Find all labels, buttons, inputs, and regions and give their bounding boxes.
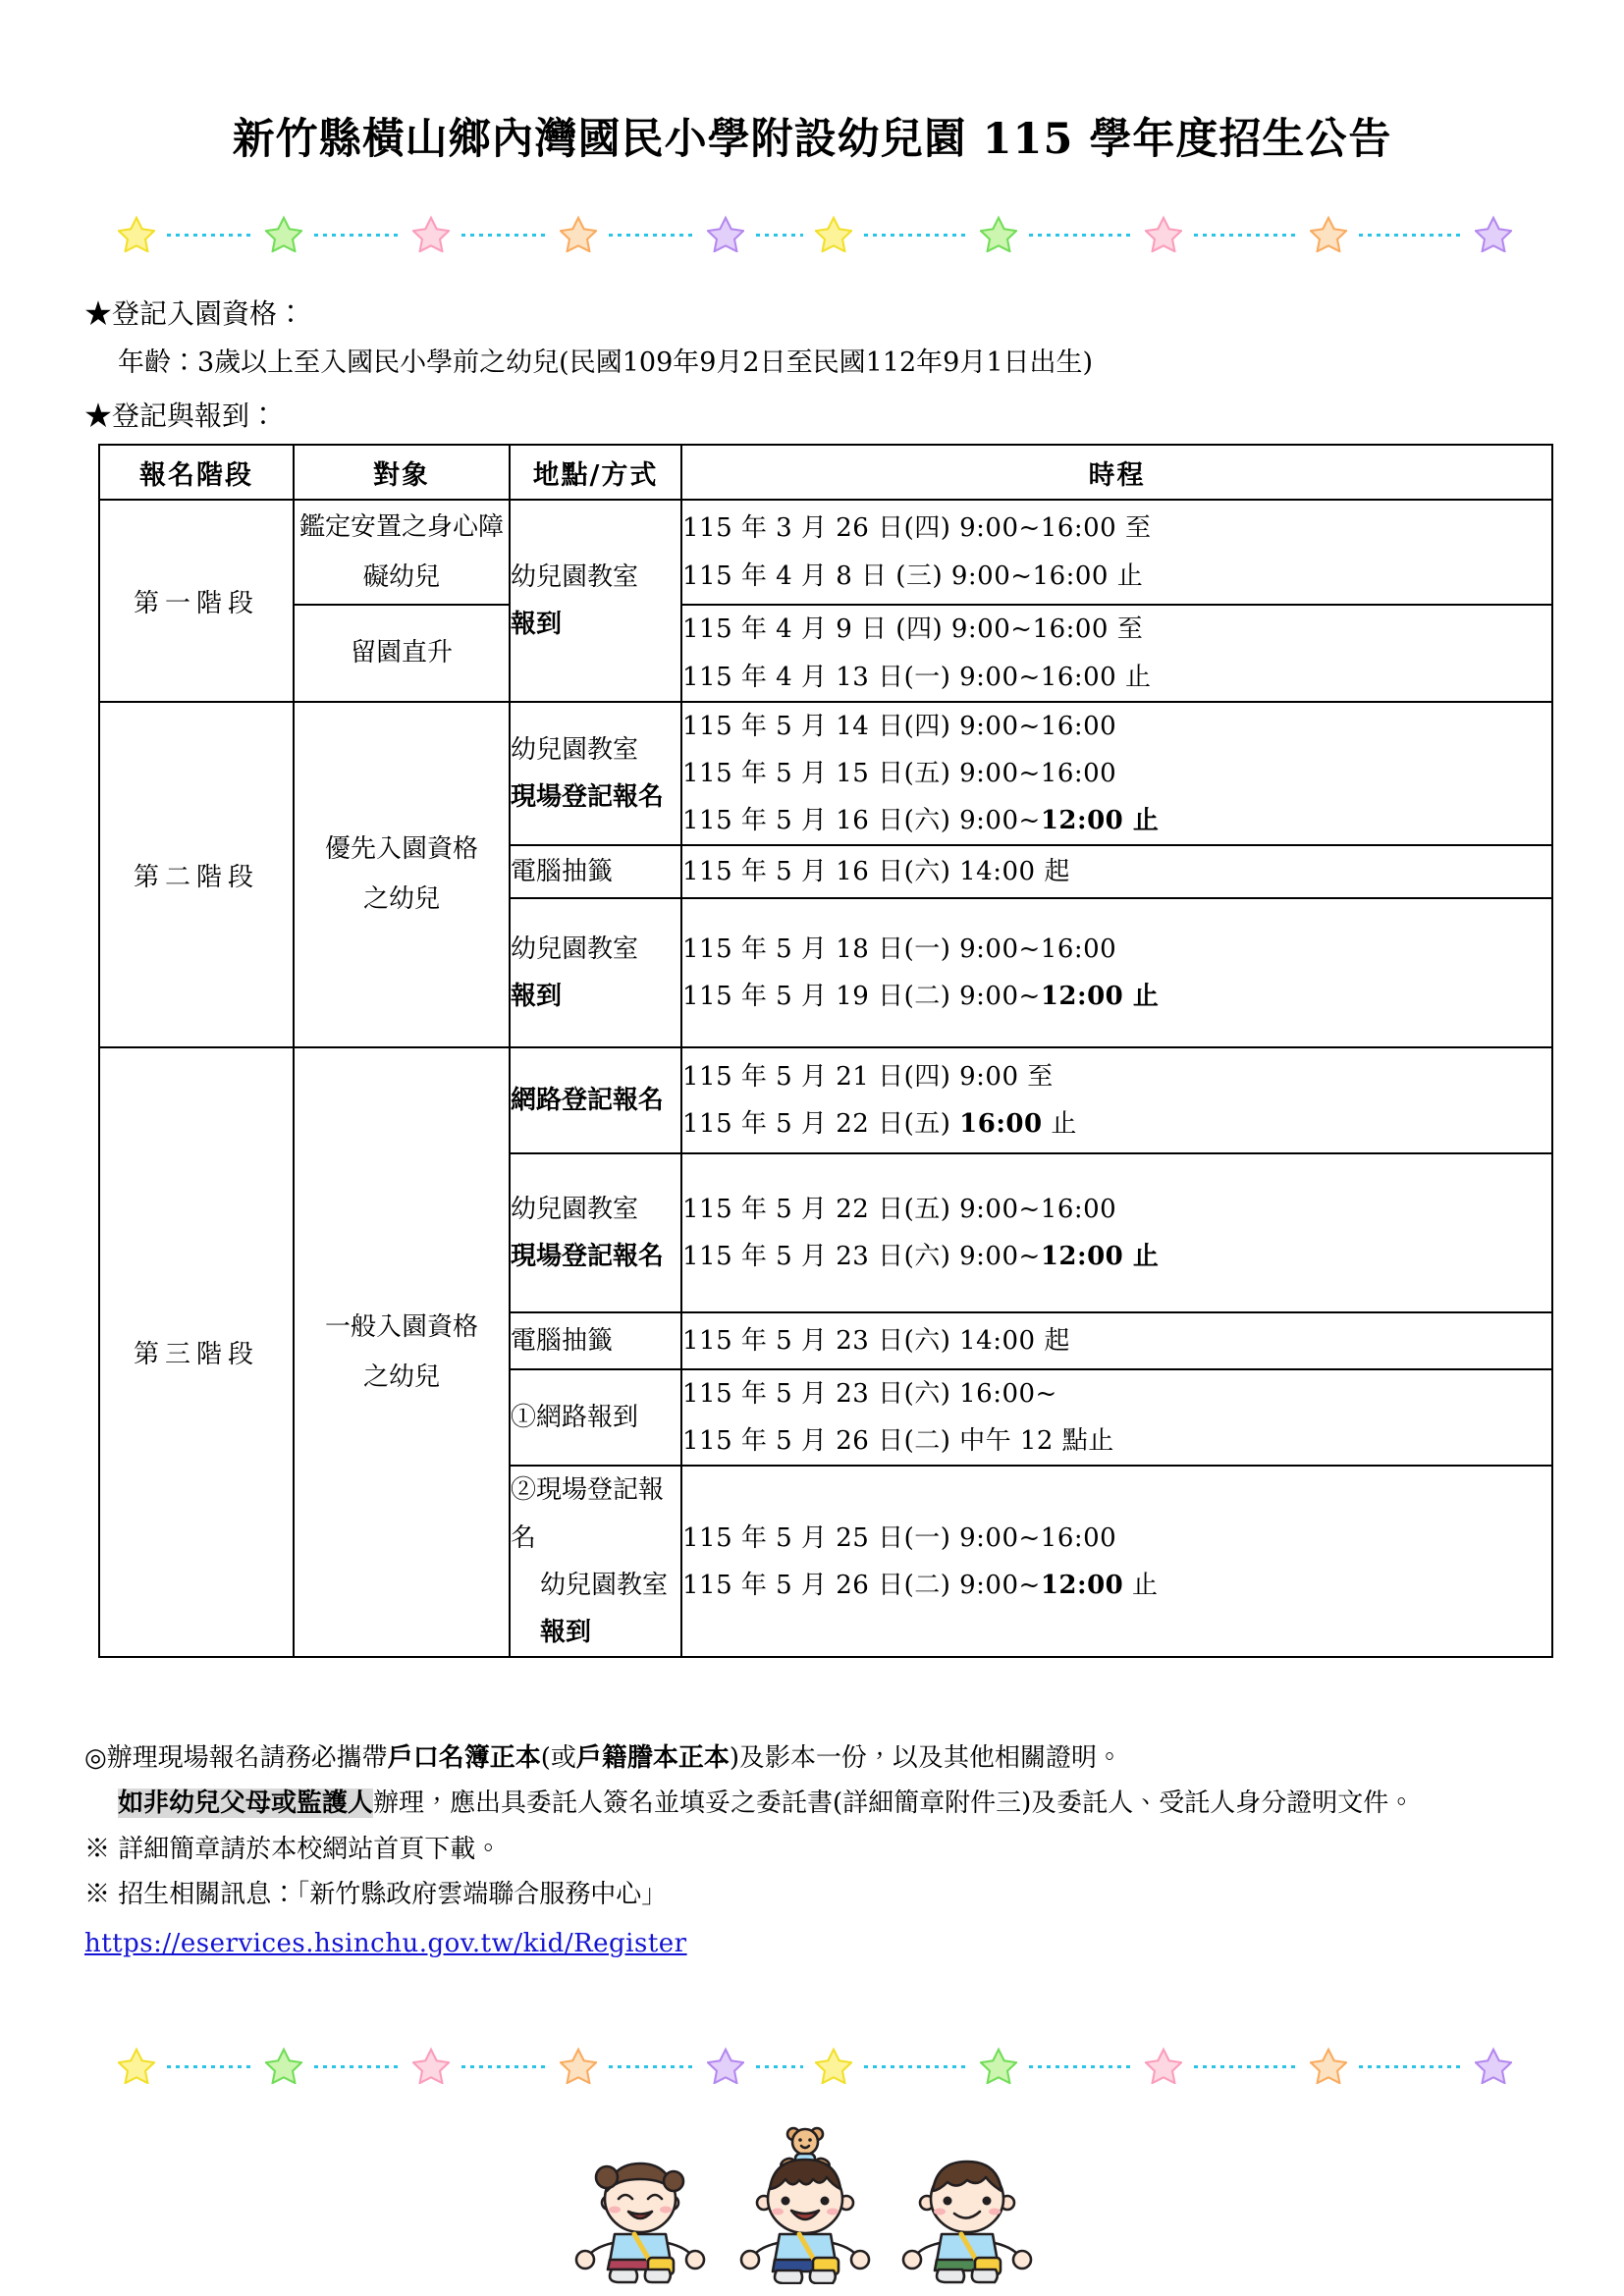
time-line: 115 年 4 月 9 日 (四) 9:00~16:00 至 <box>682 614 1144 645</box>
place-stage3-row1 <box>510 1047 681 1153</box>
note-proxy-rest: 辦理，應出具委託人簽名並填妥之委託書(詳細簡章附件三)及委託人、受託人身分證明文件。 <box>373 1789 1415 1819</box>
child-right <box>903 2162 1031 2282</box>
place-stage2-row3 <box>510 898 681 1047</box>
star-icon-pink <box>412 2047 450 2084</box>
target-line: 一般入園資格 <box>324 1311 478 1342</box>
note-documents-mid: (或 <box>540 1743 576 1773</box>
stage-label-1: 第一階段 <box>99 500 294 702</box>
place-line-bold: 網路登記報名 <box>511 1086 665 1116</box>
children-illustration-svg <box>550 2112 1080 2284</box>
column-header-time: 時程 <box>681 445 1552 500</box>
dotted-line <box>750 2058 809 2072</box>
time-stage2-row3 <box>681 898 1552 1047</box>
dotted-line <box>750 227 809 240</box>
page-title: 新竹縣橫山鄉內灣國民小學附設幼兒園 115 學年度招生公告 <box>232 115 1392 164</box>
time-stage3-row4 <box>681 1369 1552 1466</box>
note-documents-bold-2: 戶籍謄本正本 <box>575 1743 730 1773</box>
time-stage3-row3: 115 年 5 月 23 日(六) 14:00 起 <box>681 1312 1552 1369</box>
time-stage1-row2 <box>681 605 1552 702</box>
place-stage3-row3: 電腦抽籤 <box>510 1312 681 1369</box>
dotted-line <box>1188 2058 1304 2072</box>
time-line: 115 年 5 月 19 日(二) 9:00~12:00 止 <box>682 982 1160 1012</box>
target-stage1-a <box>294 500 510 605</box>
schedule-table-wrapper <box>98 444 1551 1658</box>
star-group <box>815 2047 1512 2084</box>
column-header-stage: 報名階段 <box>99 445 294 500</box>
time-line: 115 年 5 月 15 日(五) 9:00~16:00 <box>682 759 1117 789</box>
stage-label-3: 第三階段 <box>99 1047 294 1657</box>
place-line-plain: ②現場登記報名 <box>511 1475 665 1553</box>
registration-link[interactable]: https://eservices.hsinchu.gov.tw/kid/Register <box>84 1929 687 1959</box>
table-row <box>99 605 1552 702</box>
time-line: 115 年 5 月 26 日(二) 中午 12 點止 <box>682 1426 1114 1457</box>
column-header-target: 對象 <box>294 445 510 500</box>
star-icon-pink <box>412 215 450 252</box>
place-line-bold: 現場登記報名 <box>511 1242 665 1272</box>
dotted-line <box>1023 2058 1139 2072</box>
target-stage1-b <box>294 605 510 702</box>
time-line: 115 年 5 月 22 日(五) 16:00 止 <box>682 1109 1077 1140</box>
note-info-center: ※ 招生相關訊息：「新竹縣政府雲端聯合服務中心」 <box>84 1879 668 1909</box>
note-brochure: ※ 詳細簡章請於本校網站首頁下載。 <box>84 1834 502 1864</box>
target-line: 鑑定安置之身心障礙幼兒 <box>298 511 504 592</box>
time-line: 115 年 5 月 21 日(四) 9:00 至 <box>682 1062 1054 1093</box>
time-stage2-row2: 115 年 5 月 16 日(六) 14:00 起 <box>681 845 1552 898</box>
star-icon-purple <box>1475 2047 1512 2084</box>
place-stage2-row1 <box>510 702 681 845</box>
note-documents-bold-1: 戶口名簿正本 <box>387 1743 541 1773</box>
time-line: 115 年 5 月 22 日(五) 9:00~16:00 <box>682 1195 1117 1225</box>
time-line: 115 年 4 月 13 日(一) 9:00~16:00 止 <box>682 662 1152 692</box>
time-line: 115 年 5 月 23 日(六) 16:00~ <box>682 1379 1057 1410</box>
dotted-line <box>1353 2058 1469 2072</box>
note-proxy-highlight: 如非幼兒父母或監護人 <box>118 1789 374 1819</box>
place-stage3-row2 <box>510 1153 681 1312</box>
time-line: 115 年 5 月 14 日(四) 9:00~16:00 <box>682 712 1117 741</box>
time-stage1-row1 <box>681 500 1552 605</box>
children-illustration <box>550 2112 1080 2284</box>
dotted-line <box>161 2058 259 2072</box>
star-icon-orange <box>560 2047 597 2084</box>
target-line: 之幼兒 <box>362 1362 440 1392</box>
star-icon-yellow <box>815 2047 852 2084</box>
note-documents <box>84 1735 1557 1781</box>
dotted-line <box>858 2058 974 2072</box>
star-icon-orange <box>1310 2047 1347 2084</box>
star-divider-top <box>118 208 1512 259</box>
note-link-line <box>84 1921 1557 1966</box>
place-line-indent: 幼兒園教室報到 <box>540 1570 669 1647</box>
star-group <box>815 215 1512 252</box>
target-stage3 <box>294 1047 510 1657</box>
dotted-line <box>161 227 259 240</box>
place-stage3-row4: ①網路報到 <box>510 1369 681 1466</box>
table-row <box>99 1047 1552 1153</box>
dotted-line <box>858 227 974 240</box>
time-stage3-row2 <box>681 1153 1552 1312</box>
star-icon-orange <box>1310 215 1347 252</box>
place-stage3-row5 <box>510 1466 681 1656</box>
dotted-line <box>603 227 701 240</box>
dotted-line <box>456 227 554 240</box>
dotted-line <box>1188 227 1304 240</box>
note-documents-post: )及影本一份，以及其他相關證明。 <box>729 1743 1123 1773</box>
eligibility-heading: ★登記入園資格： <box>84 297 305 330</box>
star-group <box>118 2047 815 2084</box>
place-line-plain: 幼兒園教室 <box>511 934 639 965</box>
note-documents-pre: ◎辦理現場報名請務必攜帶 <box>84 1743 388 1773</box>
time-line: 115 年 5 月 25 日(一) 9:00~16:00 <box>682 1522 1117 1553</box>
dotted-line <box>456 2058 554 2072</box>
star-icon-yellow <box>815 215 852 252</box>
place-stage1 <box>510 500 681 702</box>
star-icon-green <box>265 215 302 252</box>
star-icon-green <box>980 2047 1017 2084</box>
star-icon-pink <box>1145 215 1182 252</box>
time-stage3-row1 <box>681 1047 1552 1153</box>
column-header-place: 地點/方式 <box>510 445 681 500</box>
dotted-line <box>1023 227 1139 240</box>
place-line-plain: 幼兒園教室 <box>511 1195 639 1225</box>
child-middle <box>741 2160 869 2283</box>
place-line-bold: 現場登記報名 <box>511 782 665 813</box>
table-header-row <box>99 445 1552 500</box>
star-icon-yellow <box>118 215 155 252</box>
table-row <box>99 500 1552 605</box>
time-line: 115 年 5 月 18 日(一) 9:00~16:00 <box>682 934 1117 965</box>
dotted-line <box>603 2058 701 2072</box>
dotted-line <box>308 2058 406 2072</box>
dotted-line <box>1353 227 1469 240</box>
time-stage3-row5 <box>681 1466 1552 1656</box>
star-icon-purple <box>1475 215 1512 252</box>
target-line: 優先入園資格 <box>324 834 478 865</box>
place-stage2-row2: 電腦抽籤 <box>510 845 681 898</box>
place-line-plain: 幼兒園教室 <box>511 735 639 766</box>
star-icon-purple <box>707 2047 744 2084</box>
place-line-plain: 幼兒園教室 <box>511 561 639 592</box>
time-stage2-row1 <box>681 702 1552 845</box>
target-line: 之幼兒 <box>362 884 440 915</box>
place-line-bold: 報到 <box>511 610 563 639</box>
table-row <box>99 702 1552 845</box>
time-line: 115 年 5 月 23 日(六) 9:00~12:00 止 <box>682 1242 1160 1272</box>
star-icon-purple <box>707 215 744 252</box>
eligibility-body: 年齡：3歲以上至入國民小學前之幼兒(民國109年9月2日至民國112年9月1日出生) <box>118 347 1094 378</box>
target-stage2 <box>294 702 510 1047</box>
schedule-table <box>98 444 1553 1658</box>
time-line: 115 年 5 月 16 日(六) 9:00~12:00 止 <box>682 806 1160 836</box>
child-left <box>576 2163 704 2282</box>
registration-heading: ★登記與報到： <box>84 400 278 432</box>
dotted-line <box>308 227 406 240</box>
time-line: 115 年 3 月 26 日(四) 9:00~16:00 至 <box>682 513 1152 544</box>
star-icon-pink <box>1145 2047 1182 2084</box>
star-icon-green <box>980 215 1017 252</box>
star-group <box>118 215 815 252</box>
time-line: 115 年 4 月 8 日 (三) 9:00~16:00 止 <box>682 561 1144 591</box>
star-icon-orange <box>560 215 597 252</box>
notes-section <box>84 1735 1557 1966</box>
place-line-bold: 報到 <box>511 982 563 1012</box>
time-line: 115 年 5 月 26 日(二) 9:00~12:00 止 <box>682 1570 1159 1600</box>
star-divider-bottom <box>118 2040 1512 2091</box>
star-icon-yellow <box>118 2047 155 2084</box>
note-proxy <box>84 1781 1557 1826</box>
target-line: 留園直升 <box>350 638 453 668</box>
stage-label-2: 第二階段 <box>99 702 294 1047</box>
star-icon-green <box>265 2047 302 2084</box>
